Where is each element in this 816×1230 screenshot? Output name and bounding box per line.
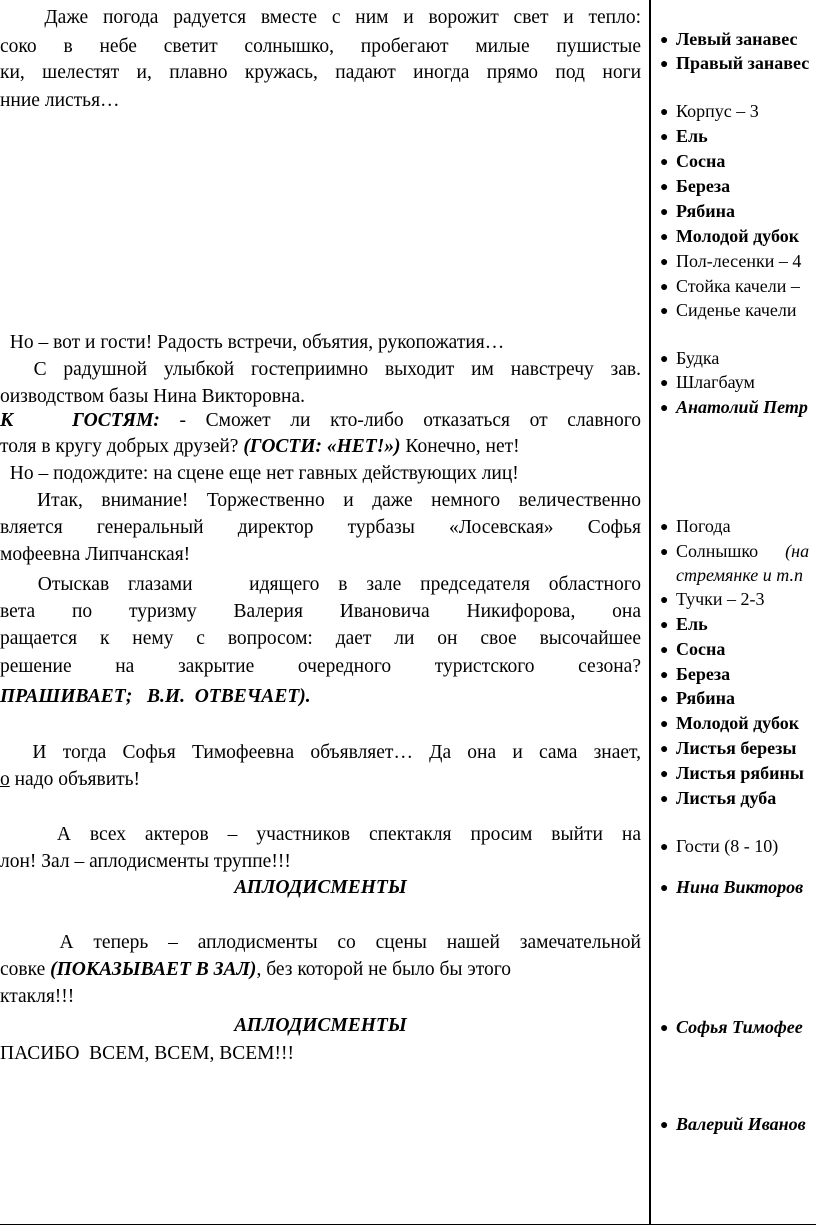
text-line [0,461,641,486]
props-and-cast-column [650,0,816,1225]
text-run: Ель [676,126,708,146]
bullet-icon: ● [660,717,669,732]
text-run: нние листья… [0,90,120,111]
text-line [0,1013,641,1038]
text-line [0,408,641,433]
bullet-icon: ● [660,692,669,707]
text-run: Конечно, нет! [400,436,520,457]
text-run: Итак, внимание! Торжественно и даже немного величественно [0,490,641,511]
bullet-icon: ● [660,180,669,195]
bullet-icon: ● [660,376,669,391]
text-run: вета по туризму Валерия Ивановича Никифорова, она [0,601,641,622]
text-run: Молодой дубок [676,226,800,246]
text-run: Солнышко [676,541,786,561]
text-line [0,488,641,513]
list-item [660,1015,803,1039]
text-run: Сосна [676,151,726,171]
text-run: Листья березы [676,738,797,758]
text-run: Но – подождите: на сцене еще нет гавных действующих лиц! [0,463,519,484]
bullet-icon: ● [660,33,669,48]
list-item [660,370,755,394]
list-item [660,27,797,51]
text-line [0,88,641,113]
text-run: - Сможет ли кто-либо отказаться от славного [159,410,641,431]
text-run: оизводством базы Нина Викторовна. [0,386,306,407]
text-run: лон! Зал – аплодисменты труппе!!! [0,851,291,872]
text-run: совке [0,959,51,980]
bullet-icon: ● [660,643,669,658]
text-run: мофеевна Липчанская! [0,544,191,565]
text-run: Сиденье качели [676,300,797,320]
text-run: Листья дуба [676,788,777,808]
text-run: Береза [676,176,731,196]
text-line [0,626,641,651]
list-item [660,1112,806,1136]
text-run: С радушной улыбкой гостеприимно выходит им навстречу зав. [0,359,641,380]
list-item [660,711,799,735]
text-run: Анатолий Петр [676,397,808,417]
text-run: АПЛОДИСМЕНТЫ [234,1015,407,1036]
text-run: ктакля!!! [0,986,75,1007]
list-item [660,99,759,123]
text-run: Погода [676,516,731,536]
text-run: Даже погода радуется вместе с ним и ворожит свет и тепло: [0,7,641,28]
list-item [660,124,708,148]
bullet-icon: ● [660,792,669,807]
bullet-icon: ● [660,545,669,560]
text-run: Сосна [676,639,726,659]
text-run: Валерий Иванов [676,1114,806,1134]
list-item [660,662,730,686]
text-line [0,957,641,982]
text-line [0,822,641,847]
text-run: (на [785,541,810,561]
text-run: ки, шелестят и, плавно кружась, падают иногда прямо под ноги [0,62,641,83]
list-item [660,875,803,899]
list-item [660,686,735,710]
text-run: Пол-лесенки – 4 [676,251,802,271]
list-item [660,563,803,587]
list-item [660,395,808,419]
list-item [660,51,809,75]
text-run: Рябина [676,201,736,221]
text-line [0,684,641,709]
text-line [0,572,641,597]
text-run: А теперь – аплодисменты со сцены нашей замечательной [0,932,641,953]
bullet-icon: ● [660,57,669,72]
text-line [0,357,641,382]
bullet-icon: ● [660,1118,669,1133]
text-line [0,875,641,900]
list-item [660,249,801,273]
text-line [0,34,641,59]
list-item [660,612,708,636]
list-item [660,274,800,298]
text-run: Береза [676,664,731,684]
text-run: ращается к нему с вопросом: дает ли он свое высочайшее [0,628,641,649]
text-run: решение на закрытие очередного туристского сезона? [0,656,641,677]
list-item [660,346,719,370]
text-line [0,330,641,355]
text-run: о [0,769,10,790]
bullet-icon: ● [660,230,669,245]
text-run: толя в кругу добрых друзей? [0,436,244,457]
list-item [660,199,735,223]
text-run: А всех актеров – участников спектакля просим выйти на [0,824,641,845]
text-run: , без которой не было бы этого [256,959,512,980]
list-item [660,514,731,538]
bullet-icon: ● [660,255,669,270]
text-run: Нина Викторов [676,877,804,897]
bullet-icon: ● [660,593,669,608]
text-line [0,434,641,459]
bullet-icon: ● [660,352,669,367]
text-run: Будка [676,348,720,368]
bullet-icon: ● [660,520,669,535]
list-item [660,761,804,785]
list-item [660,587,765,611]
bullet-icon: ● [660,205,669,220]
bullet-icon: ● [660,618,669,633]
list-item [660,224,799,248]
text-run: Отыскав глазами идящего в зале председателя областного [0,574,641,595]
text-run: Но – вот и гости! Радость встречи, объятия, рукопожатия… [0,332,505,353]
text-line [0,767,641,792]
bullet-icon: ● [660,401,669,416]
text-line [0,849,641,874]
text-run: Шлагбаум [676,372,755,392]
text-run: надо объявить! [9,769,141,790]
list-item [660,149,725,173]
bullet-icon: ● [660,280,669,295]
bullet-icon: ● [660,767,669,782]
text-run: соко в небе светит солнышко, пробегают милые пушистые [0,36,641,57]
text-run: Тучки – 2-3 [676,589,765,609]
text-run: Левый занавес [676,29,798,49]
text-run: (ГОСТИ: «НЕТ!») [243,436,401,457]
text-run: (ПОКАЗЫВАЕТ В ЗАЛ) [50,959,257,980]
bullet-icon: ● [660,1021,669,1036]
text-run: К ГОСТЯМ: [0,410,160,431]
text-run: ПРАШИВАЕТ; В.И. ОТВЕЧАЕТ). [0,686,311,707]
list-item [660,834,778,858]
text-line [0,930,641,955]
bullet-icon: ● [660,155,669,170]
bullet-icon: ● [660,840,669,855]
text-run: Ель [676,614,708,634]
text-run: АПЛОДИСМЕНТЫ [234,877,407,898]
text-run: Гости (8 - 10) [676,836,779,856]
text-line [0,740,641,765]
bullet-icon: ● [660,742,669,757]
text-run: Рябина [676,688,736,708]
list-item [660,786,776,810]
text-line [0,1041,641,1066]
list-item [660,637,725,661]
text-run: Листья рябины [676,763,804,783]
text-run: стремянке и т.п [676,565,803,585]
text-line [0,515,641,540]
list-item [660,298,797,322]
text-line [0,5,641,30]
list-item [660,174,730,198]
bullet-icon: ● [660,304,669,319]
text-run: Софья Тимофее [676,1017,803,1037]
bullet-icon: ● [660,105,669,120]
text-line [0,654,641,679]
text-line [0,542,641,567]
text-run: Корпус – 3 [676,101,759,121]
text-run: Молодой дубок [676,713,800,733]
bullet-icon: ● [660,130,669,145]
text-line [0,984,641,1009]
text-line [0,384,641,409]
text-run: И тогда Софья Тимофеевна объявляет… Да она и сама знает, [0,742,641,763]
text-line [0,599,641,624]
text-line [0,60,641,85]
text-run: вляется генеральный директор турбазы «Лосевская» Софья [0,517,641,538]
text-run: ПАСИБО ВСЕМ, ВСЕМ, ВСЕМ!!! [0,1043,294,1064]
bullet-icon: ● [660,881,669,896]
list-item [660,736,796,760]
list-item [660,539,809,563]
bullet-icon: ● [660,668,669,683]
text-run: Стойка качели – [676,276,800,296]
text-run: Правый занавес [676,53,810,73]
